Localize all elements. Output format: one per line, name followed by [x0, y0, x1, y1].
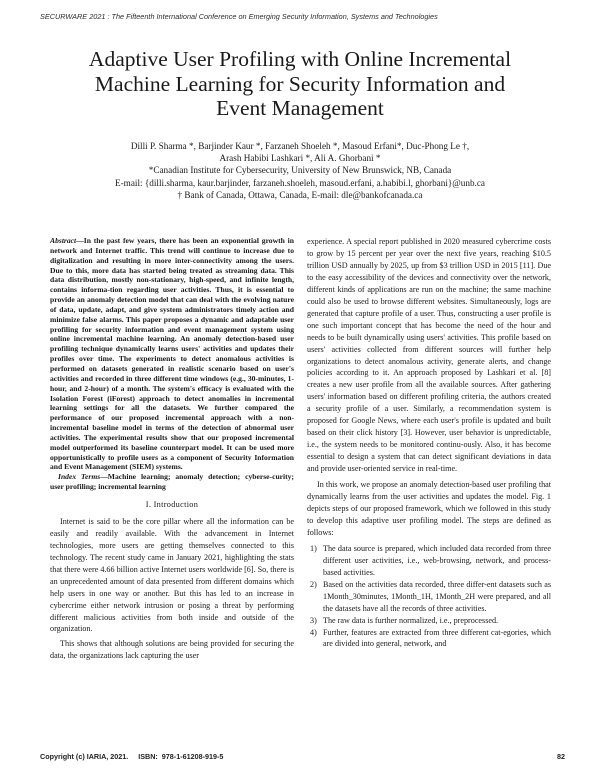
- copyright-notice: Copyright (c) IARIA, 2021. ISBN: 978-1-61208-919-5: [40, 752, 224, 761]
- abstract-text: —In the past few years, there has been an exponential growth in network and Internet traffic. This trend will continue to increase due to digitalization and resulting in more inter-connectivity among the users. Due to this, more data has started being treated as streaming data. This data distribution, mostly non-stationary, high-speed, and infinite length, contains informa-tion regarding user activities. Thus, it is essential to provide an anomaly detection model that can deal with the evolving nature of data, update, adapt, and give system administrators timely action and minimize false alarms. This paper proposes a dynamic and adaptable user profiling for security information and event management system using online incremental machine learning. An anomaly detection-based user profiling technique dynamically learns users' activities and updates their profiles over time. The experiments to detect anomalous activities is performed on datasets generated in realistic scenario based on user's activities and recorded in three different time windows (e.g., 30-minutes, 1-hour, and 2-hour) of a month. The system's efficacy is evaluated with the Isolation Forest (iForest) approach to detect anomalies in incremental learning settings for all the datasets. We further compared the performance of our proposed incremental approach with a non-incremental baseline model in terms of the detection of abnormal user activities. The experimental results show that our proposed incremental model outperformed its baseline counterpart model. It can be used more opportunistically to profile users as a component of Security Information and Event Management (SIEM) systems.: [50, 236, 294, 472]
- list-number: 2): [310, 579, 317, 589]
- author-block: [30, 140, 570, 201]
- page-number: 82: [557, 752, 565, 761]
- list-number: 3): [310, 615, 317, 625]
- list-item: [307, 579, 551, 615]
- list-item: [307, 627, 551, 651]
- abstract: [50, 236, 294, 472]
- affiliation: † Bank of Canada, Ottawa, Canada, E-mail: dle@bankofcanada.ca: [177, 189, 423, 200]
- right-column: [307, 236, 551, 650]
- index-terms-text: —Machine learning; anomaly detection; cyberse-curity; user profiling; incremental learning: [50, 472, 295, 492]
- list-text: Further, features are extracted from three different cat-egories, which are divided into general, network, and: [323, 627, 551, 649]
- section-heading: I. Introduction: [145, 499, 199, 509]
- author-emails: E-mail: {dilli.sharma, kaur.barjinder, farzaneh.shoeleh, masoud.erfani, a.habibi.l, ghorbani}@unb.ca: [115, 177, 485, 188]
- body-paragraph: In this work, we propose an anomaly detection-based user profiling that dynamically learns from the user activities and updates the model. Fig. 1 depicts steps of our proposed framework, which we followed in this study to develop this adaptive user profiling model. The steps are defined as follows:: [307, 480, 551, 537]
- list-item: [307, 615, 551, 627]
- index-terms-label: Index Terms: [58, 472, 101, 482]
- index-terms: [50, 472, 294, 492]
- list-number: 4): [310, 627, 317, 637]
- list-text: The raw data is further normalized, i.e., preprocessed.: [323, 615, 499, 625]
- body-paragraph: This shows that although solutions are being provided for securing the data, the organizations lack capturing the user: [50, 639, 294, 661]
- title-line: Event Management: [216, 96, 384, 120]
- author-names: Arash Habibi Lashkari *, Ali A. Ghorbani *: [219, 153, 381, 164]
- paper-title: [30, 47, 570, 121]
- steps-list: [307, 543, 551, 651]
- list-text: The data source is prepared, which included data recorded from three different user activities, i.e., web-browsing, network, and process-based activities.: [323, 543, 551, 577]
- author-names: Dilli P. Sharma *, Barjinder Kaur *, Farzaneh Shoeleh *, Masoud Erfani*, Duc-Phong Le †,: [130, 141, 470, 151]
- list-text: Based on the activities data recorded, three differ-ent datasets such as 1Month_30minutes, 1Month_1H, 1Month_2H were prepared, and all the datasets have all the records of three activities.: [323, 579, 551, 613]
- title-line: Machine Learning for Security Information and: [94, 71, 506, 96]
- running-head: SECURWARE 2021 : The Fifteenth International Conference on Emerging Security Information, Systems and Technologies: [40, 12, 438, 21]
- list-number: 1): [310, 543, 317, 553]
- body-paragraph: Internet is said to be the core pillar where all the information can be easily and readily available. With the advancement in Internet technologies, more users are getting themselves connected to this technology. The recent study came in January 2021, highlighting the stats that there were 4.66 billion active Internet users worldwide [6]. So, there is an unprecedented amount of data presented from different domains which help users in one way or another. But this has led to an increase in cybercrime either network intrusion or posing a threat by performing different malicious activities from both inside and outside of the organization.: [50, 516, 294, 634]
- page-footer: [40, 752, 565, 761]
- title-line: Adaptive User Profiling with Online Incremental: [88, 47, 512, 71]
- left-column: [50, 236, 294, 662]
- list-item: [307, 543, 551, 579]
- body-paragraph: experience. A special report published in 2020 measured cybercrime costs to grow by 15 percent per year over the next five years, reaching $10.5 trillion USD annually by 2025, up from $3 trillion USD in 2015 [11]. Due to the easy accessibility of the devices and connectivity over the network, different kinds of applications are run on the machine; the same machine could also be used to browse different websites. Simultaneously, logs are generated that capture profile of a user. Thus, constructing a user profile is one such important concept that has become the need of the hour and needs to be built dynamically using users' activities. This profile based on users' activities collected from different sources will further help organizations to detect anomalous activity, generate alerts, and change policies according to it. An approach proposed by Lashkari et al. [8] creates a new user profile from all the available sources. After gathering users' information based on different profiling criteria, the authors created a security profile of a user. Similarly, a recommendation system is proposed for Google News, where each user's profile is updated and built based on their click history [3]. However, user behavior is unpredictable, i.e., the system needs to be monitored continu-ously. Also, it has become essential to design a system that can detect significant deviations in data and provide user-oriented service in real-time.: [307, 237, 551, 474]
- affiliation: *Canadian Institute for Cybersecurity, University of New Brunswick, NB, Canada: [148, 165, 452, 176]
- abstract-label: Abstract: [50, 236, 77, 245]
